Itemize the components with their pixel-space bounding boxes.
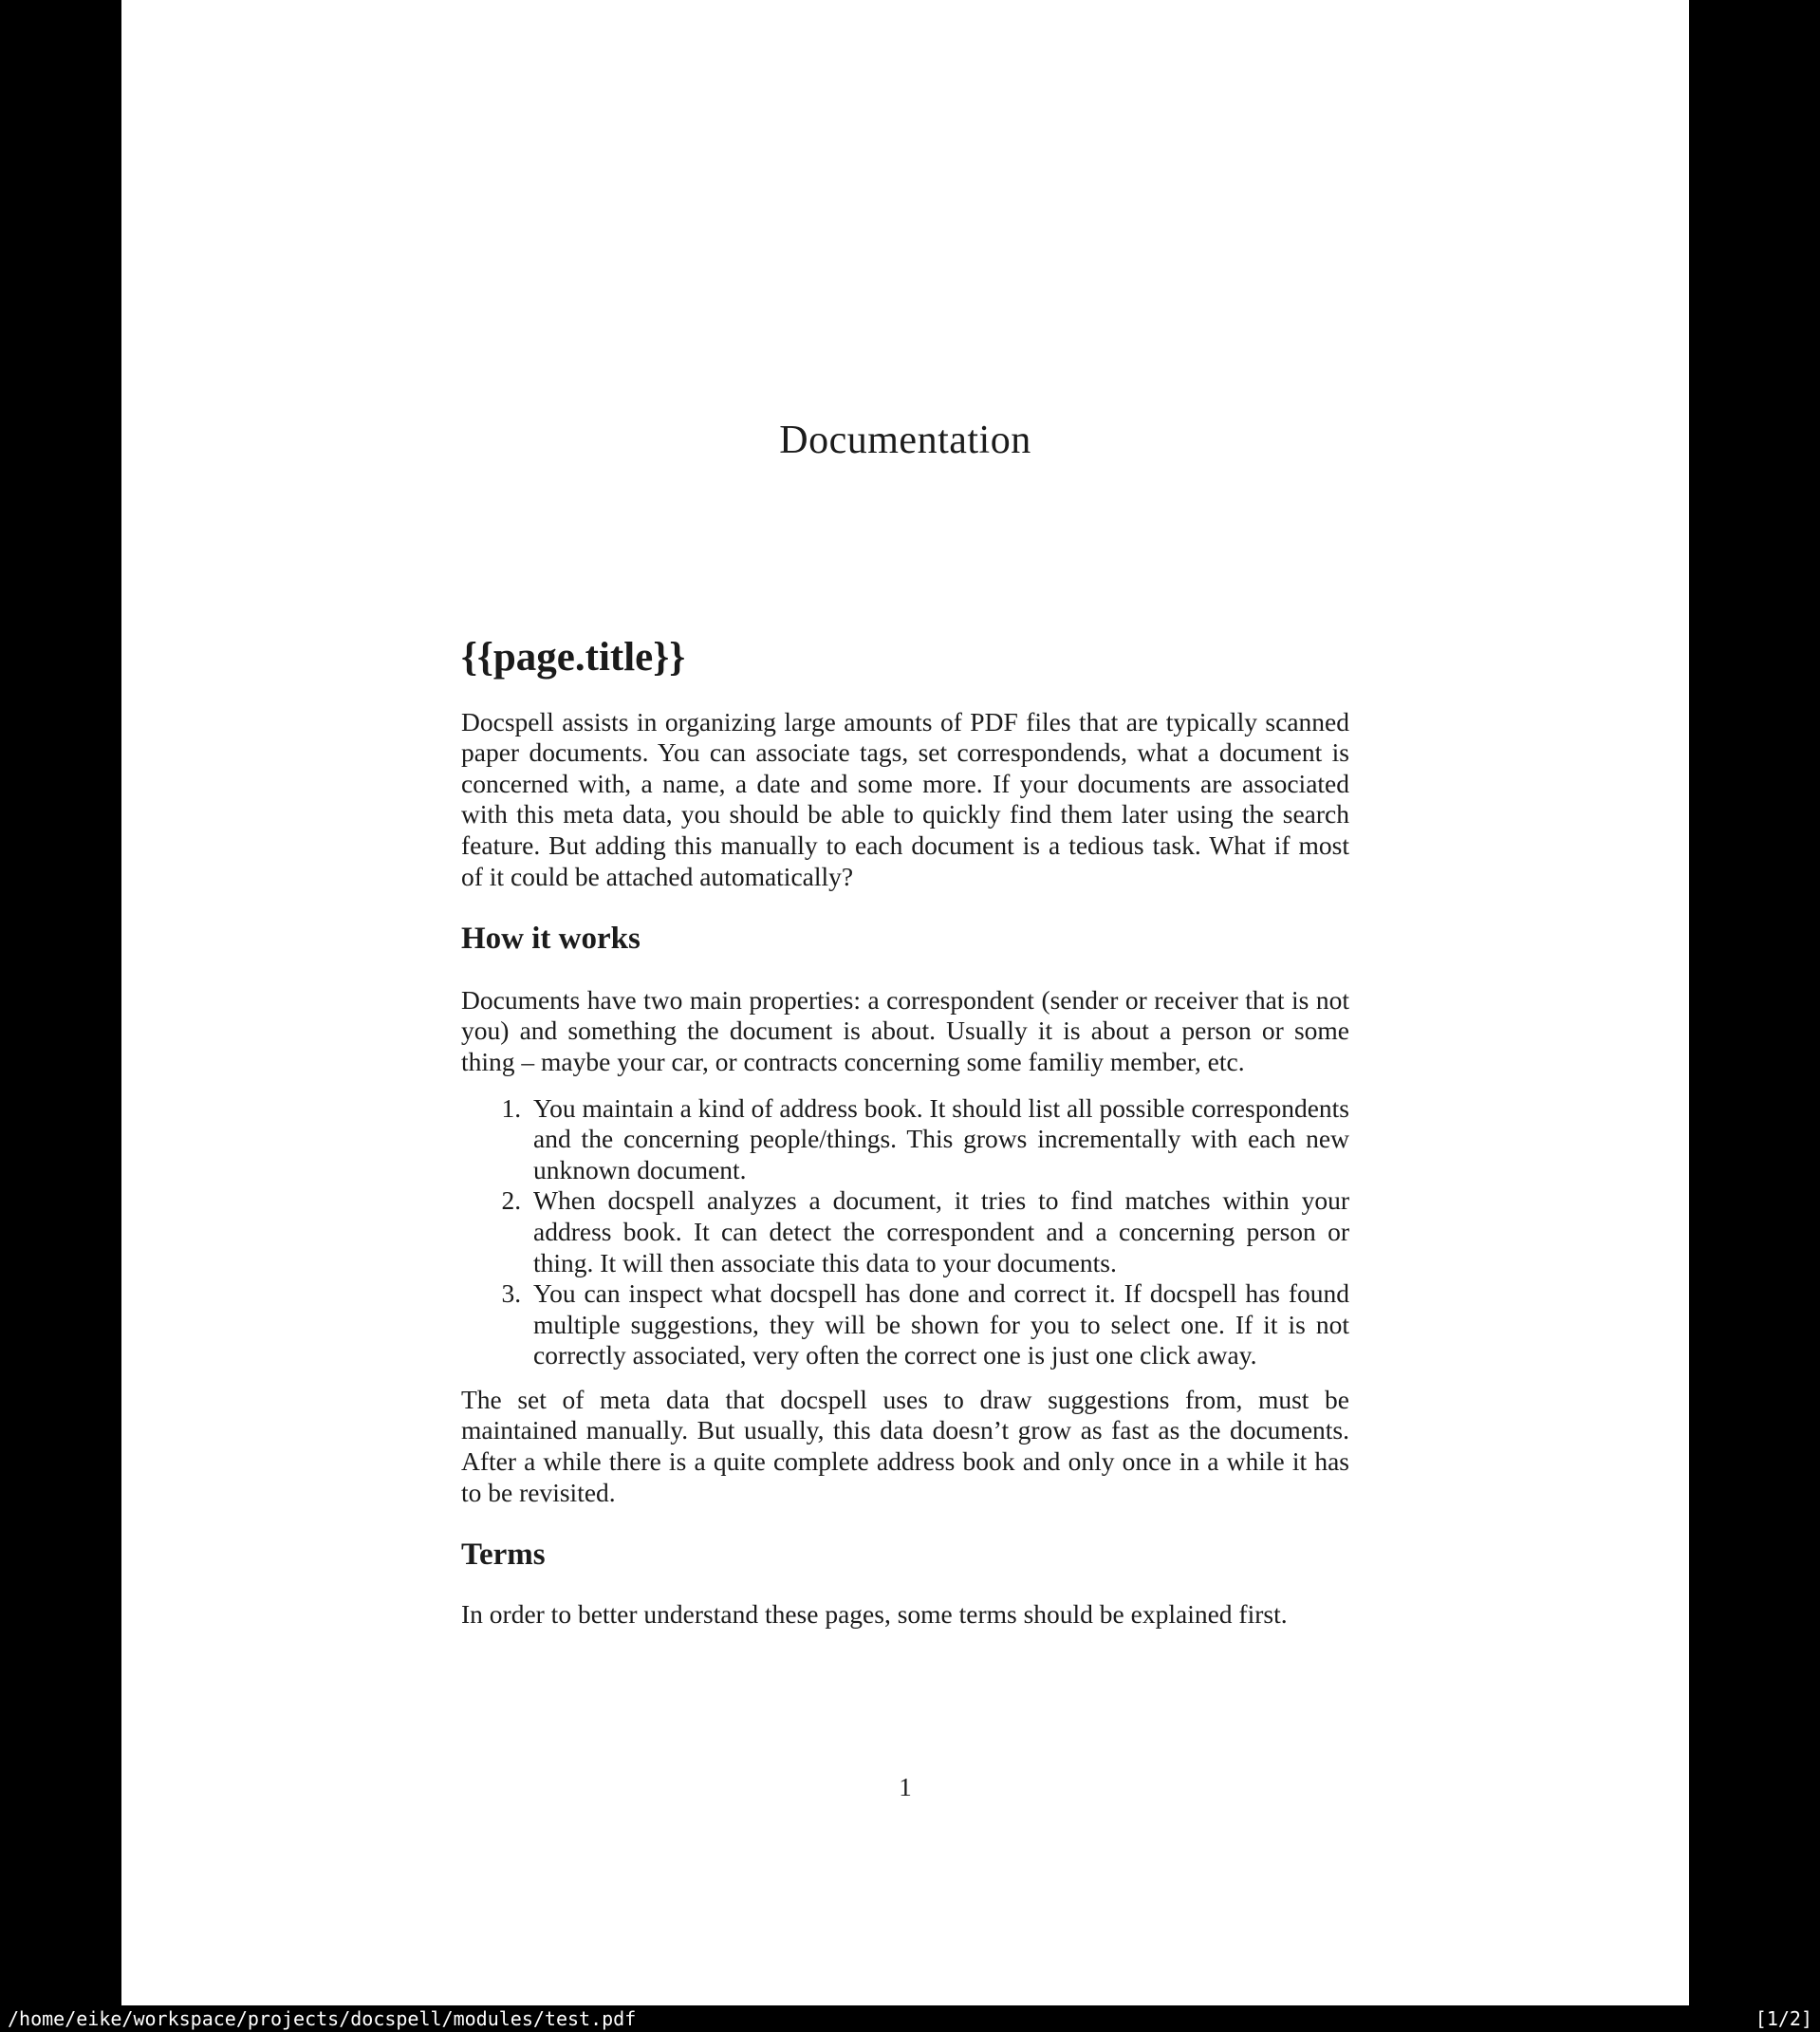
how-it-works-outro-paragraph: The set of meta data that docspell uses to draw suggestions from, must be maintained manually. But usually, this data doesn’t grow as fast as the documents. After a while there is a quite complete address book and only once in a while it has to be revisited. (461, 1384, 1349, 1507)
page-number: 1 (899, 1773, 912, 1801)
list-item: 2. When docspell analyzes a document, it tries to find matches within your address book. It can detect the correspondent and a concerning person or thing. It will then associate this data to your documents. (528, 1185, 1349, 1278)
document-title: Documentation (779, 419, 1031, 462)
how-it-works-paragraph: Documents have two main properties: a correspondent (sender or receiver that is not you) and something the document is about. Usually it is about a person or some thing – maybe your car, or contracts concerning some familiy member, etc. (461, 984, 1349, 1076)
terms-paragraph: In order to better understand these pages, some terms should be explained first. (461, 1598, 1288, 1629)
pdf-page[interactable] (121, 0, 1689, 2005)
steps-list (461, 1093, 1349, 1371)
statusbar-page-indicator: [1/2] (1755, 2007, 1812, 2030)
statusbar-filepath: /home/eike/workspace/projects/docspell/modules/test.pdf (8, 2007, 637, 2030)
subsection-heading-how-it-works: How it works (461, 922, 641, 957)
subsection-heading-terms: Terms (461, 1538, 546, 1573)
list-item: 3. You can inspect what docspell has done and correct it. If docspell has found multiple suggestions, they will be shown for you to select one. If it is not correctly associated, very often the correct one is just one click away. (528, 1278, 1349, 1371)
intro-paragraph: Docspell assists in organizing large amounts of PDF files that are typically scanned paper documents. You can associate tags, set correspondends, what a document is concerned with, a name, a date and some more. If your documents are associated with this meta data, you should be able to quickly find them later using the search feature. But adding this manually to each document is a tedious task. What if most of it could be attached automatically? (461, 706, 1349, 891)
list-item: 1. You maintain a kind of address book. It should list all possible correspondents and the concerning people/things. This grows incrementally with each new unknown document. (528, 1093, 1349, 1186)
section-heading-page-title: {{page.title}} (461, 635, 686, 680)
statusbar (0, 2005, 1820, 2032)
document-content (461, 0, 1349, 1630)
